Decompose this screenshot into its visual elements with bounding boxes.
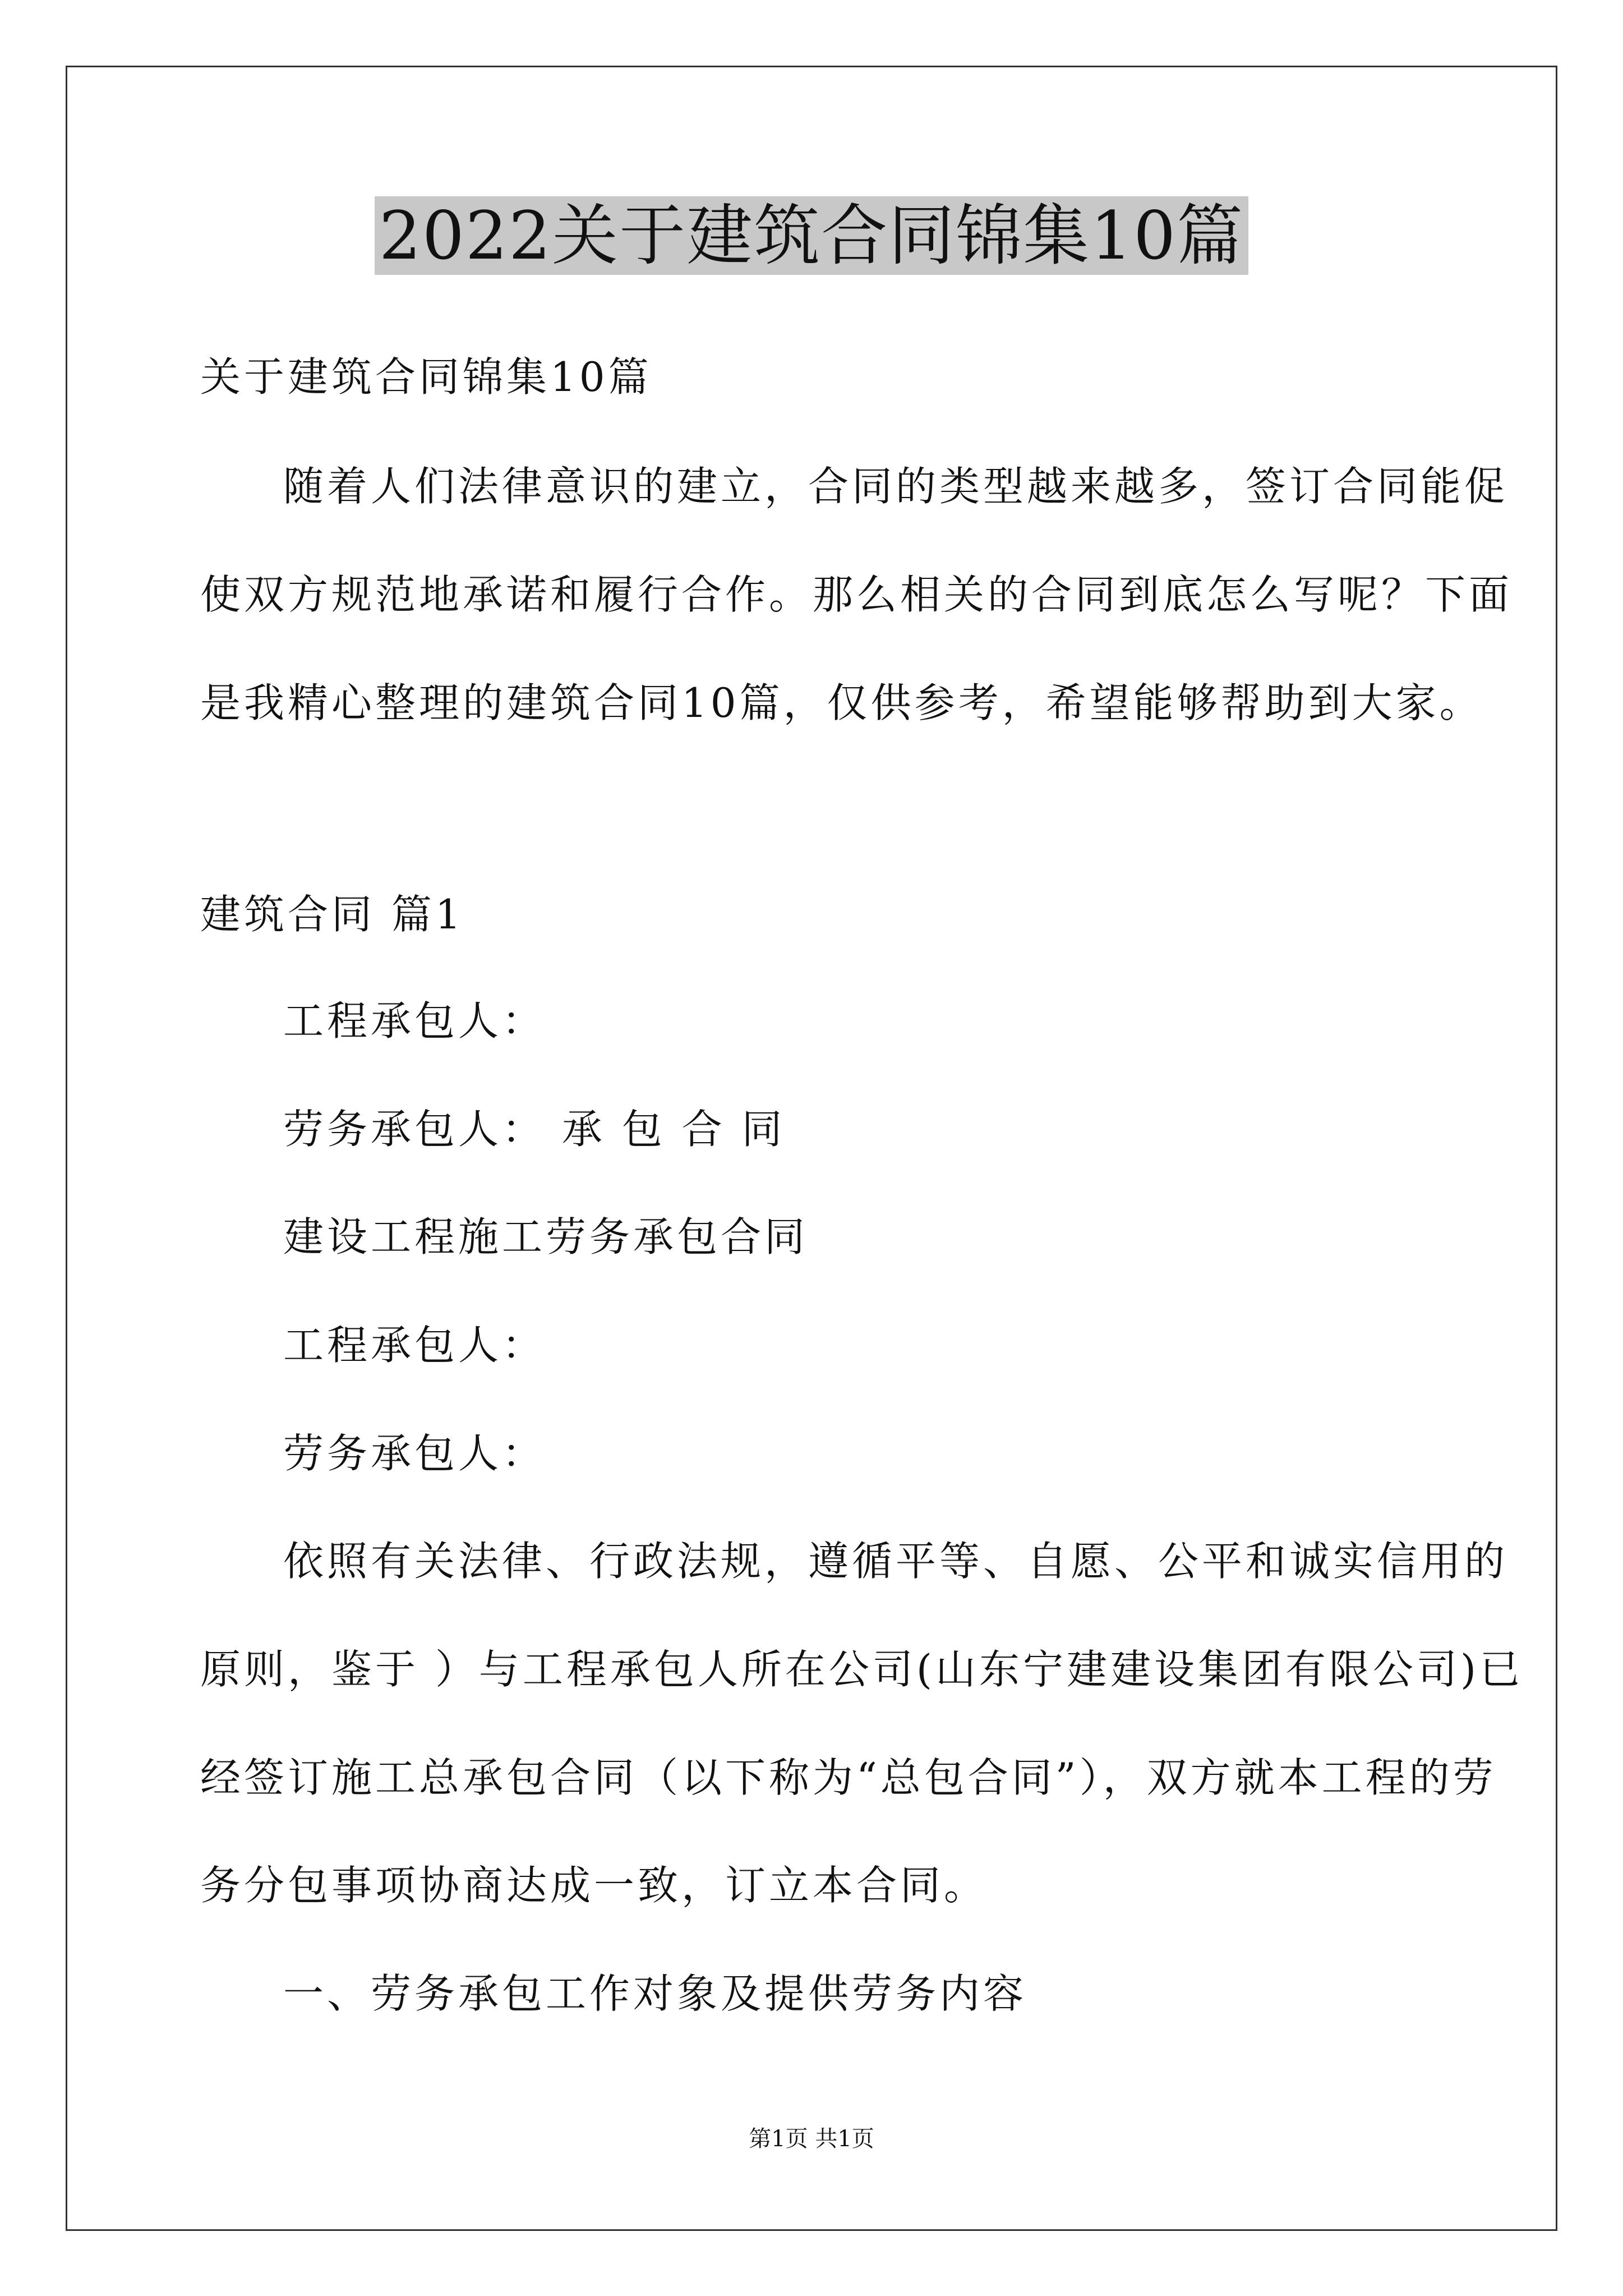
body-line-4: 务分包事项协商达成一致，订立本合同。 — [200, 1862, 988, 1909]
body-line-3: 经签订施工总承包合同（以下称为“总包合同”），双方就本工程的劳 — [200, 1754, 1497, 1801]
clause-heading: 一、劳务承包工作对象及提供劳务内容 — [283, 1970, 1027, 2017]
contract-line-2: 劳务承包人： 承 包 合 同 — [283, 1106, 786, 1153]
contract-line-1: 工程承包人： — [283, 997, 546, 1045]
body-line-1: 依照有关法律、行政法规，遵循平等、自愿、公平和诚实信用的 — [283, 1538, 1509, 1585]
title-container — [0, 196, 1623, 275]
intro-line-1: 随着人们法律意识的建立，合同的类型越来越多，签订合同能促 — [283, 463, 1509, 510]
document-subtitle: 关于建筑合同锦集10篇 — [200, 353, 652, 401]
document-title: 2022关于建筑合同锦集10篇 — [375, 196, 1248, 275]
section-heading: 建筑合同 篇1 — [200, 891, 464, 938]
contract-line-4: 工程承包人： — [283, 1322, 546, 1369]
intro-line-2: 使双方规范地承诺和履行合作。那么相关的合同到底怎么写呢？下面 — [200, 571, 1513, 618]
contract-line-5: 劳务承包人： — [283, 1430, 546, 1477]
page-number-footer: 第1页 共1页 — [749, 2126, 874, 2152]
contract-line-3: 建设工程施工劳务承包合同 — [283, 1213, 809, 1260]
intro-line-3: 是我精心整理的建筑合同10篇，仅供参考，希望能够帮助到大家。 — [200, 679, 1483, 726]
body-line-2: 原则，鉴于 ）与工程承包人所在公司(山东宁建建设集团有限公司)已 — [200, 1646, 1524, 1693]
